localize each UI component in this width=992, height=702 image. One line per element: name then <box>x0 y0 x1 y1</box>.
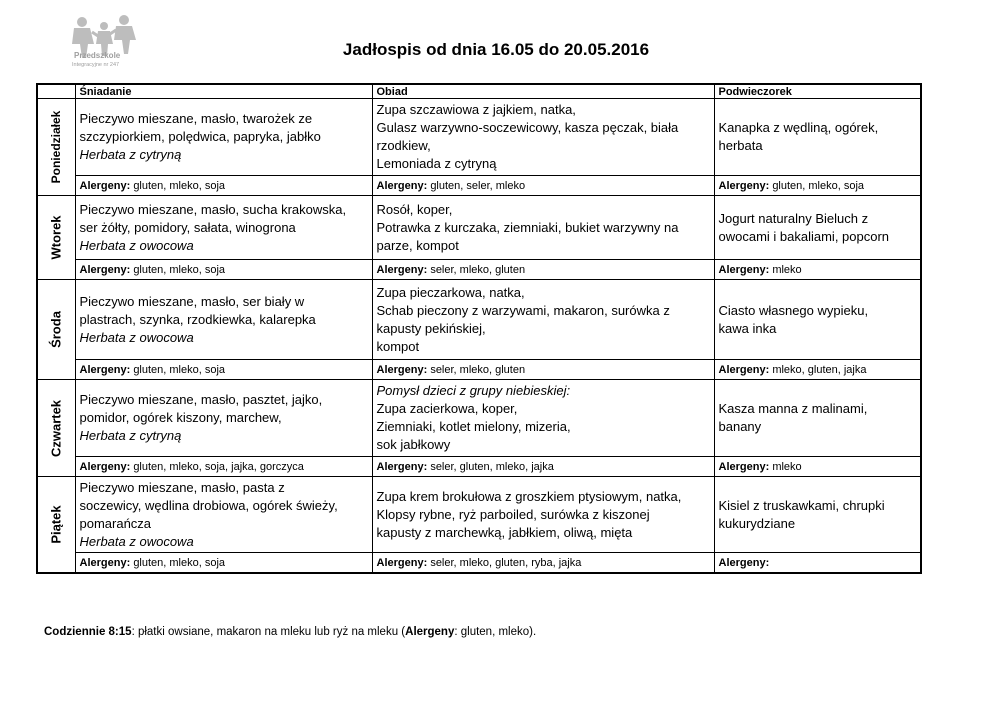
logo-text-line2: Integracyjne nr 247 <box>72 62 120 68</box>
daily-footer-note <box>44 626 536 638</box>
allergen-label: Alergeny: <box>718 263 770 276</box>
snack-line: kawa inka <box>718 320 777 336</box>
footer-allergen-word: Alergeny <box>405 626 455 638</box>
lunch-line: Lemoniada z cytryną <box>376 156 497 171</box>
lunch-line: Zupa zacierkowa, koper, <box>376 401 518 416</box>
snack-cell <box>714 196 921 260</box>
allergen-label: Alergeny: <box>718 363 770 376</box>
column-header-snack: Podwieczorek <box>714 84 921 99</box>
breakfast-drink: Herbata z cytryną <box>79 428 182 443</box>
lunch-line: sok jabłkowy <box>376 437 451 452</box>
breakfast-line: szczypiorkiem, polędwica, papryka, jabłko <box>79 129 321 144</box>
lunch-line: Zupa szczawiowa z jajkiem, natka, <box>376 102 576 117</box>
allergen-row <box>37 360 921 380</box>
breakfast-line: Pieczywo mieszane, masło, ser biały w <box>79 293 305 309</box>
header-row <box>37 84 921 99</box>
meal-row <box>37 477 921 553</box>
breakfast-drink: Herbata z owocowa <box>79 533 194 549</box>
snack-line: owocami i bakaliami, popcorn <box>718 228 890 244</box>
lunch-cell <box>372 196 714 260</box>
breakfast-line: soczewicy, wędlina drobiowa, ogórek świeży, <box>79 497 338 513</box>
allergen-cell <box>75 176 372 196</box>
lunch-line: rzodkiew, <box>376 138 431 153</box>
allergen-label: Alergeny: <box>376 263 428 276</box>
column-header-lunch: Obiad <box>372 84 714 99</box>
lunch-line: Gulasz warzywno-soczewicowy, kasza pęczak, biała <box>376 120 679 135</box>
allergen-value: seler, mleko, gluten <box>430 263 526 276</box>
breakfast-line: Pieczywo mieszane, masło, twarożek ze <box>79 111 313 126</box>
allergen-label: Alergeny: <box>718 556 770 569</box>
day-name: Poniedziałek <box>49 110 63 184</box>
allergen-label: Alergeny: <box>376 179 428 192</box>
allergen-row <box>37 457 921 477</box>
lunch-line: Potrawka z kurczaka, ziemniaki, bukiet warzywny na <box>376 219 679 235</box>
day-name: Środa <box>48 311 64 348</box>
day-name: Piątek <box>48 505 64 544</box>
lunch-line: Schab pieczony z warzywami, makaron, surówka z <box>376 302 670 318</box>
allergen-cell <box>372 457 714 477</box>
allergen-row <box>37 260 921 280</box>
footer-text: : płatki owsiane, makaron na mleku lub ryż na mleku ( <box>131 626 406 638</box>
breakfast-line: ser żółty, pomidory, sałata, winogrona <box>79 219 296 235</box>
snack-line: Kisiel z truskawkami, chrupki <box>718 497 885 513</box>
allergen-value: mleko <box>772 263 802 276</box>
breakfast-drink: Herbata z owocowa <box>79 329 194 345</box>
allergen-value: gluten, seler, mleko <box>430 179 526 192</box>
lunch-line: kompot <box>376 338 420 354</box>
lunch-line: Zupa krem brokułowa z groszkiem ptysiowym, natka, <box>376 488 682 504</box>
allergen-label: Alergeny: <box>376 363 428 376</box>
day-cell <box>37 280 75 380</box>
day-cell <box>37 196 75 280</box>
breakfast-drink: Herbata z cytryną <box>79 147 182 162</box>
allergen-cell <box>75 360 372 380</box>
snack-line: banany <box>718 419 762 434</box>
allergen-row <box>37 553 921 574</box>
allergen-value: seler, mleko, gluten, ryba, jajka <box>430 556 582 569</box>
lunch-line: Zupa pieczarkowa, natka, <box>376 284 525 300</box>
lunch-line: Klopsy rybne, ryż parboiled, surówka z kiszonej <box>376 506 650 522</box>
allergen-cell <box>714 260 921 280</box>
allergen-label: Alergeny: <box>79 179 131 192</box>
breakfast-line: pomidor, ogórek kiszony, marchew, <box>79 410 282 425</box>
breakfast-cell <box>75 477 372 553</box>
logo-text-line1: Przedszkole <box>74 51 121 60</box>
header-corner <box>37 84 75 99</box>
allergen-value: gluten, mleko, soja <box>133 263 226 276</box>
allergen-cell <box>372 360 714 380</box>
allergen-label: Alergeny: <box>718 460 770 473</box>
allergen-value: seler, mleko, gluten <box>430 363 526 376</box>
footer-label: Codziennie 8:15 <box>44 626 132 638</box>
menu-table <box>36 83 922 574</box>
allergen-cell <box>75 260 372 280</box>
allergen-cell <box>714 553 921 574</box>
allergen-label: Alergeny: <box>79 263 131 276</box>
breakfast-line: plastrach, szynka, rzodkiewka, kalarepka <box>79 311 316 327</box>
footer-allergen-text: : gluten, mleko). <box>454 626 537 638</box>
meal-row <box>37 196 921 260</box>
allergen-value: mleko, gluten, jajka <box>772 363 867 376</box>
allergen-value: mleko <box>772 460 802 473</box>
breakfast-line: pomarańcza <box>79 515 152 531</box>
allergen-cell <box>714 176 921 196</box>
snack-cell <box>714 280 921 360</box>
allergen-label: Alergeny: <box>376 460 428 473</box>
allergen-cell <box>372 260 714 280</box>
breakfast-cell <box>75 280 372 360</box>
breakfast-line: Pieczywo mieszane, masło, pasztet, jajko, <box>79 392 323 407</box>
allergen-label: Alergeny: <box>376 556 428 569</box>
lunch-line: kapusty z marchewką, jabłkiem, oliwą, mięta <box>376 524 633 540</box>
lunch-cell <box>372 380 714 457</box>
snack-line: kukurydziane <box>718 515 796 531</box>
allergen-value: gluten, mleko, soja <box>133 179 226 192</box>
snack-line: herbata <box>718 138 763 153</box>
breakfast-cell <box>75 196 372 260</box>
allergen-cell <box>75 457 372 477</box>
breakfast-line: Pieczywo mieszane, masło, sucha krakowska, <box>79 201 347 217</box>
allergen-value: gluten, mleko, soja, jajka, gorczyca <box>133 460 304 473</box>
breakfast-drink: Herbata z owocowa <box>79 237 194 253</box>
snack-line: Jogurt naturalny Bieluch z <box>718 210 869 226</box>
lunch-cell <box>372 477 714 553</box>
lunch-line: parze, kompot <box>376 237 459 253</box>
lunch-cell <box>372 280 714 360</box>
allergen-label: Alergeny: <box>79 460 131 473</box>
column-header-breakfast: Śniadanie <box>75 84 372 99</box>
meal-row <box>37 280 921 360</box>
allergen-label: Alergeny: <box>79 363 131 376</box>
allergen-cell <box>372 176 714 196</box>
allergen-value: gluten, mleko, soja <box>772 179 865 192</box>
allergen-value: seler, gluten, mleko, jajka <box>430 460 554 473</box>
day-cell <box>37 477 75 574</box>
breakfast-cell <box>75 380 372 457</box>
lunch-intro: Pomysł dzieci z grupy niebieskiej: <box>376 383 571 398</box>
page-title: Jadłospis od dnia 16.05 do 20.05.2016 <box>342 40 650 59</box>
snack-line: Ciasto własnego wypieku, <box>718 302 869 318</box>
allergen-cell <box>372 553 714 574</box>
allergen-label: Alergeny: <box>79 556 131 569</box>
allergen-value: gluten, mleko, soja <box>133 556 226 569</box>
lunch-line: kapusty pekińskiej, <box>376 320 486 336</box>
snack-cell <box>714 477 921 553</box>
snack-line: Kasza manna z malinami, <box>718 401 868 416</box>
meal-row <box>37 99 921 176</box>
allergen-row <box>37 176 921 196</box>
snack-line: Kanapka z wędliną, ogórek, <box>718 120 879 135</box>
allergen-label: Alergeny: <box>718 179 770 192</box>
allergen-cell <box>714 457 921 477</box>
lunch-cell <box>372 99 714 176</box>
meal-row <box>37 380 921 457</box>
day-cell <box>37 99 75 196</box>
snack-cell <box>714 99 921 176</box>
day-name: Czwartek <box>48 399 64 457</box>
lunch-line: Rosół, koper, <box>376 201 453 217</box>
lunch-line: Ziemniaki, kotlet mielony, mizeria, <box>376 419 571 434</box>
day-cell <box>37 380 75 477</box>
snack-cell <box>714 380 921 457</box>
allergen-cell <box>714 360 921 380</box>
day-name: Wtorek <box>48 215 64 260</box>
allergen-cell <box>75 553 372 574</box>
allergen-value: gluten, mleko, soja <box>133 363 226 376</box>
breakfast-cell <box>75 99 372 176</box>
breakfast-line: Pieczywo mieszane, masło, pasta z <box>79 479 285 495</box>
